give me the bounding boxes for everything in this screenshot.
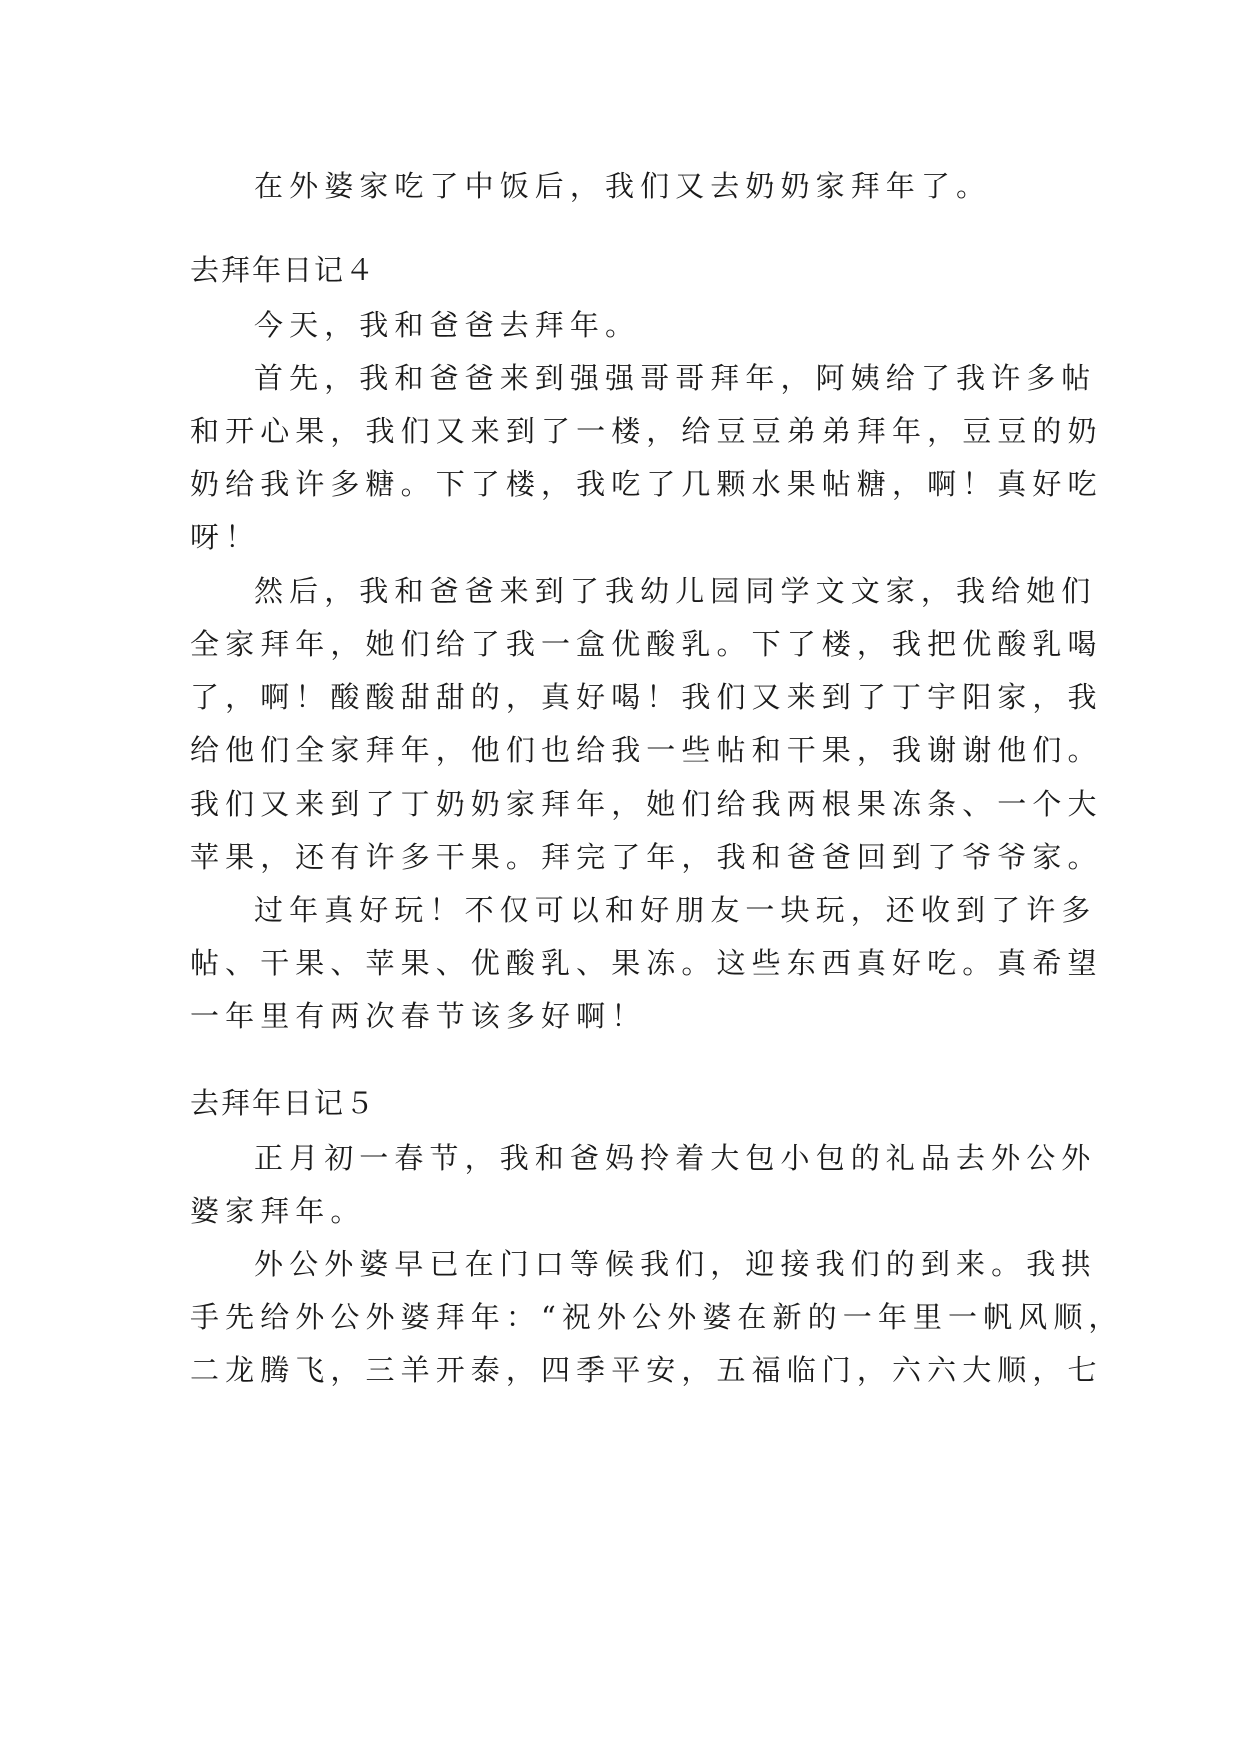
paragraph-line: 正月初一春节，我和爸妈拎着大包小包的礼品去外公外 — [254, 1141, 1097, 1175]
paragraph-line: 苹果，还有许多干果。拜完了年，我和爸爸回到了爷爷家。 — [190, 840, 1103, 874]
paragraph-line: 手先给外公外婆拜年：“祝外公外婆在新的一年里一帆风顺， — [190, 1300, 1124, 1334]
paragraph-line: 一年里有两次春节该多好啊！ — [190, 999, 647, 1033]
paragraph-line: 然后，我和爸爸来到了我幼儿园同学文文家，我给她们 — [254, 574, 1097, 608]
section-heading-4: 去拜年日记４ — [190, 253, 377, 287]
paragraph-line: 过年真好玩！不仅可以和好朋友一块玩，还收到了许多 — [254, 893, 1097, 927]
paragraph-line: 帖、干果、苹果、优酸乳、果冻。这些东西真好吃。真希望 — [190, 946, 1103, 980]
paragraph-line: 我们又来到了丁奶奶家拜年，她们给我两根果冻条、一个大 — [190, 787, 1103, 821]
paragraph-line: 首先，我和爸爸来到强强哥哥拜年，阿姨给了我许多帖 — [254, 361, 1097, 395]
paragraph-line: 在外婆家吃了中饭后，我们又去奶奶家拜年了。 — [254, 169, 992, 203]
paragraph-line: 奶给我许多糖。下了楼，我吃了几颗水果帖糖，啊！真好吃 — [190, 467, 1103, 501]
paragraph-line: 了，啊！酸酸甜甜的，真好喝！我们又来到了丁宇阳家，我 — [190, 680, 1103, 714]
paragraph-line: 呀！ — [190, 520, 261, 554]
paragraph-line: 全家拜年，她们给了我一盒优酸乳。下了楼，我把优酸乳喝 — [190, 627, 1103, 661]
paragraph-line: 和开心果，我们又来到了一楼，给豆豆弟弟拜年，豆豆的奶 — [190, 414, 1103, 448]
paragraph-line: 今天，我和爸爸去拜年。 — [254, 308, 641, 342]
paragraph-line: 给他们全家拜年，他们也给我一些帖和干果，我谢谢他们。 — [190, 733, 1103, 767]
paragraph-line: 婆家拜年。 — [190, 1194, 366, 1228]
paragraph-line: 外公外婆早已在门口等候我们，迎接我们的到来。我拱 — [254, 1247, 1097, 1281]
paragraph-line: 二龙腾飞，三羊开泰，四季平安，五福临门，六六大顺，七 — [190, 1353, 1103, 1387]
section-heading-5: 去拜年日记５ — [190, 1086, 377, 1120]
